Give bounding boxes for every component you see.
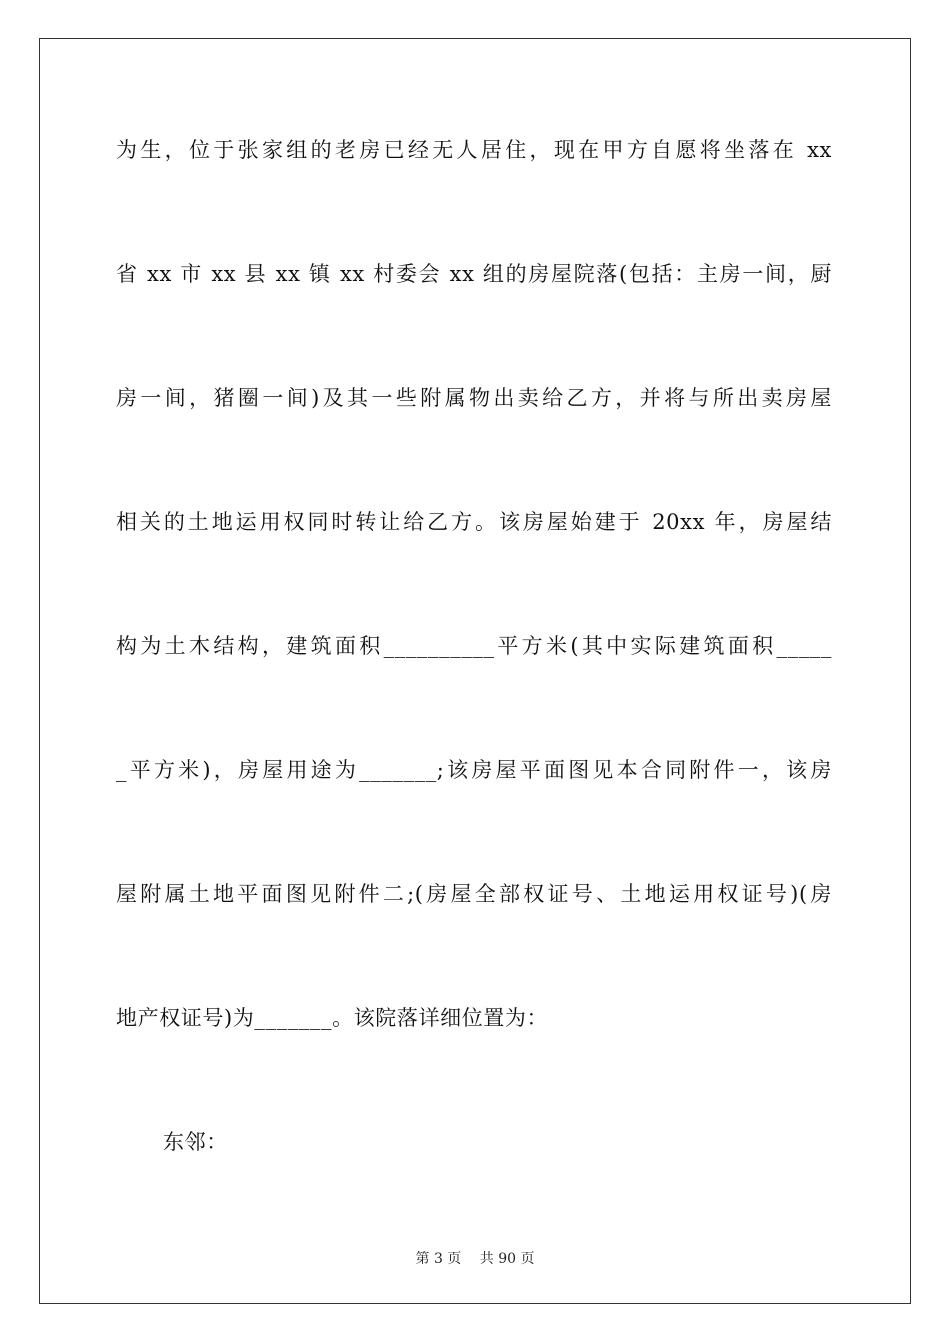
document-body bbox=[116, 130, 832, 1246]
text-line-7: 屋附属土地平面图见附件二;(房屋全部权证号、土地运用权证号)(房 bbox=[116, 882, 832, 906]
total-pages: 共 90 页 bbox=[479, 1251, 535, 1267]
text-line-3: 房一间，猪圈一间)及其一些附属物出卖给乙方，并将与所出卖房屋 bbox=[116, 386, 832, 410]
text-line-5: 构为土木结构，建筑面积__________平方米(其中实际建筑面积_____ bbox=[116, 634, 832, 658]
text-line-1: 为生，位于张家组的老房已经无人居住，现在甲方自愿将坐落在 xx bbox=[116, 138, 832, 162]
text-line-6: _平方米)，房屋用途为_______;该房屋平面图见本合同附件一，该房 bbox=[116, 758, 832, 782]
text-line-4: 相关的土地运用权同时转让给乙方。该房屋始建于 20xx 年，房屋结 bbox=[116, 510, 832, 534]
text-line-8: 地产权证号)为_______。该院落详细位置为： bbox=[116, 1006, 549, 1030]
text-line-2: 省 xx 市 xx 县 xx 镇 xx 村委会 xx 组的房屋院落(包括：主房一间，厨 bbox=[116, 262, 832, 286]
page-footer bbox=[0, 1248, 950, 1268]
page-number: 第 3 页 bbox=[415, 1251, 462, 1267]
east-neighbor-line: 东邻： bbox=[163, 1130, 228, 1154]
